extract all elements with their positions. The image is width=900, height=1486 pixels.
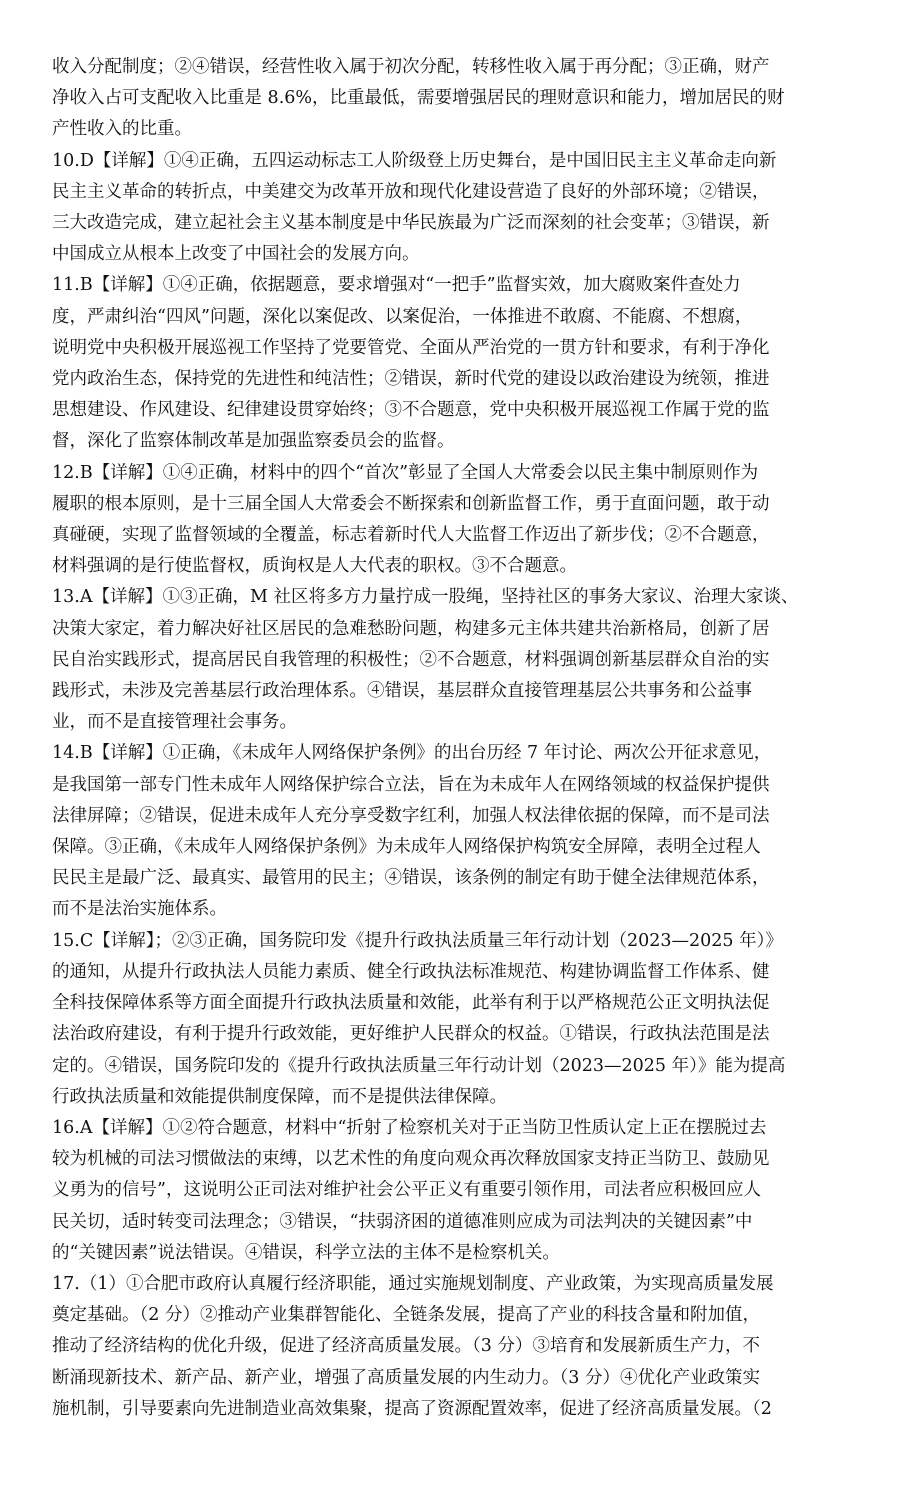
text-line: 业，而不是直接管理社会事务。 [52, 712, 297, 733]
text-line: 履职的根本原则，是十三届全国人大常委会不断探索和创新监督工作，勇于直面问题，敢于动 [52, 493, 770, 514]
text-line: 中国成立从根本上改变了中国社会的发展方向。 [52, 244, 420, 265]
text-line: 施机制，引导要素向先进制造业高效集聚，提高了资源配置效率，促进了经济高质量发展。（2 [52, 1398, 772, 1419]
text-line: 行政执法质量和效能提供制度保障，而不是提供法律保障。 [52, 1086, 507, 1107]
text-line: 民自治实践形式，提高居民自我管理的积极性；②不合题意，材料强调创新基层群众自治的实 [52, 649, 770, 670]
text-line: 法治政府建设，有利于提升行政效能，更好维护人民群众的权益。①错误，行政执法范围是法 [52, 1024, 770, 1045]
text-line: 定的。④错误，国务院印发的《提升行政执法质量三年行动计划（2023—2025 年）》能为提高 [52, 1055, 786, 1076]
text-line: 10.D【详解】①④正确，五四运动标志工人阶级登上历史舞台，是中国旧民主主义革命走向新 [52, 150, 777, 171]
text-line: 净收入占可支配收入比重是 8.6%，比重最低，需要增强居民的理财意识和能力，增加居民的财 [52, 88, 785, 109]
text-line: 民关切，适时转变司法理念；③错误，“扶弱济困的道德准则应成为司法判决的关键因素”中 [52, 1211, 753, 1232]
text-line: 较为机械的司法习惯做法的束缚，以艺术性的角度向观众再次释放国家支持正当防卫、鼓励见 [52, 1149, 770, 1170]
text-line: 而不是法治实施体系。 [52, 899, 227, 920]
text-line: 全科技保障体系等方面全面提升行政执法质量和效能，此举有利于以严格规范公正文明执法促 [52, 993, 770, 1014]
text-line: 12.B【详解】①④正确，材料中的四个“首次”彰显了全国人大常委会以民主集中制原则作为 [52, 462, 759, 483]
text-line: 度，严肃纠治“四风”问题，深化以案促改、以案促治，一体推进不敢腐、不能腐、不想腐， [52, 306, 753, 327]
text-line: 法律屏障；②错误，促进未成年人充分享受数字红利，加强人权法律依据的保障，而不是司法 [52, 805, 770, 826]
text-line: 决策大家定，着力解决好社区居民的急难愁盼问题，构建多元主体共建共治新格局，创新了居 [52, 618, 770, 639]
text-line: 的通知，从提升行政执法人员能力素质、健全行政执法标准规范、构建协调监督工作体系、健 [52, 961, 770, 982]
text-line: 材料强调的是行使监督权，质询权是人大代表的职权。③不合题意。 [52, 556, 577, 577]
text-line: 奠定基础。（2 分）②推动产业集群智能化、全链条发展，提高了产业的科技含量和附加值， [52, 1305, 760, 1326]
text-line: 收入分配制度；②④错误，经营性收入属于初次分配，转移性收入属于再分配；③正确，财产 [52, 57, 770, 77]
text-line: 真碰硬，实现了监督领域的全覆盖，标志着新时代人大监督工作迈出了新步伐；②不合题意， [52, 525, 770, 546]
text-line: 13.A【详解】①③正确，M 社区将多方力量拧成一股绳，坚持社区的事务大家议、治理大家谈、 [52, 587, 799, 608]
text-line: 民主主义革命的转折点，中美建交为改革开放和现代化建设营造了良好的外部环境；②错误， [52, 181, 770, 202]
text-line: 11.B【详解】①④正确，依据题意，要求增强对“一把手”监督实效，加大腐败案件查处力 [52, 275, 741, 296]
text-line: 督，深化了监察体制改革是加强监察委员会的监督。 [52, 431, 455, 452]
text-line: 思想建设、作风建设、纪律建设贯穿始终；③不合题意，党中央积极开展巡视工作属于党的监 [52, 400, 770, 421]
text-line: 推动了经济结构的优化升级，促进了经济高质量发展。（3 分）③培育和发展新质生产力，不 [52, 1336, 760, 1357]
text-line: 是我国第一部专门性未成年人网络保护综合立法，旨在为未成年人在网络领域的权益保护提供 [52, 774, 770, 795]
text-line: 三大改造完成，建立起社会主义基本制度是中华民族最为广泛而深刻的社会变革；③错误，新 [52, 213, 770, 234]
text-line: 断涌现新技术、新产品、新产业，增强了高质量发展的内生动力。（3 分）④优化产业政策实 [52, 1367, 760, 1388]
text-line: 义勇为的信号”，这说明公正司法对维护社会公平正义有重要引领作用，司法者应积极回应人 [52, 1180, 761, 1201]
text-line: 16.A【详解】①②符合题意，材料中“折射了检察机关对于正当防卫性质认定上正在摆脱过去 [52, 1117, 767, 1138]
text-line: 17.（1）①合肥市政府认真履行经济职能，通过实施规划制度、产业政策，为实现高质量发展 [52, 1273, 774, 1294]
text-line: 保障。③正确，《未成年人网络保护条例》为未成年人网络保护构筑安全屏障，表明全过程人 [52, 837, 761, 858]
text-line: 民民主是最广泛、最真实、最管用的民主；④错误，该条例的制定有助于健全法律规范体系， [52, 868, 770, 889]
text-line: 党内政治生态，保持党的先进性和纯洁性；②错误，新时代党的建设以政治建设为统领，推进 [52, 369, 770, 390]
text-line: 14.B【详解】①正确，《未成年人网络保护条例》的出台历经 7 年讨论、两次公开征求意见， [52, 743, 772, 764]
text-line: 说明党中央积极开展巡视工作坚持了党要管党、全面从严治党的一贯方针和要求，有利于净化 [52, 337, 770, 358]
text-line: 产性收入的比重。 [52, 119, 192, 140]
text-line: 15.C【详解】；②③正确，国务院印发《提升行政执法质量三年行动计划（2023—2025 年）》 [52, 930, 783, 951]
text-line: 的“关键因素”说法错误。④错误，科学立法的主体不是检察机关。 [52, 1242, 560, 1263]
text-line: 践形式，未涉及完善基层行政治理体系。④错误，基层群众直接管理基层公共事务和公益事 [52, 681, 752, 702]
